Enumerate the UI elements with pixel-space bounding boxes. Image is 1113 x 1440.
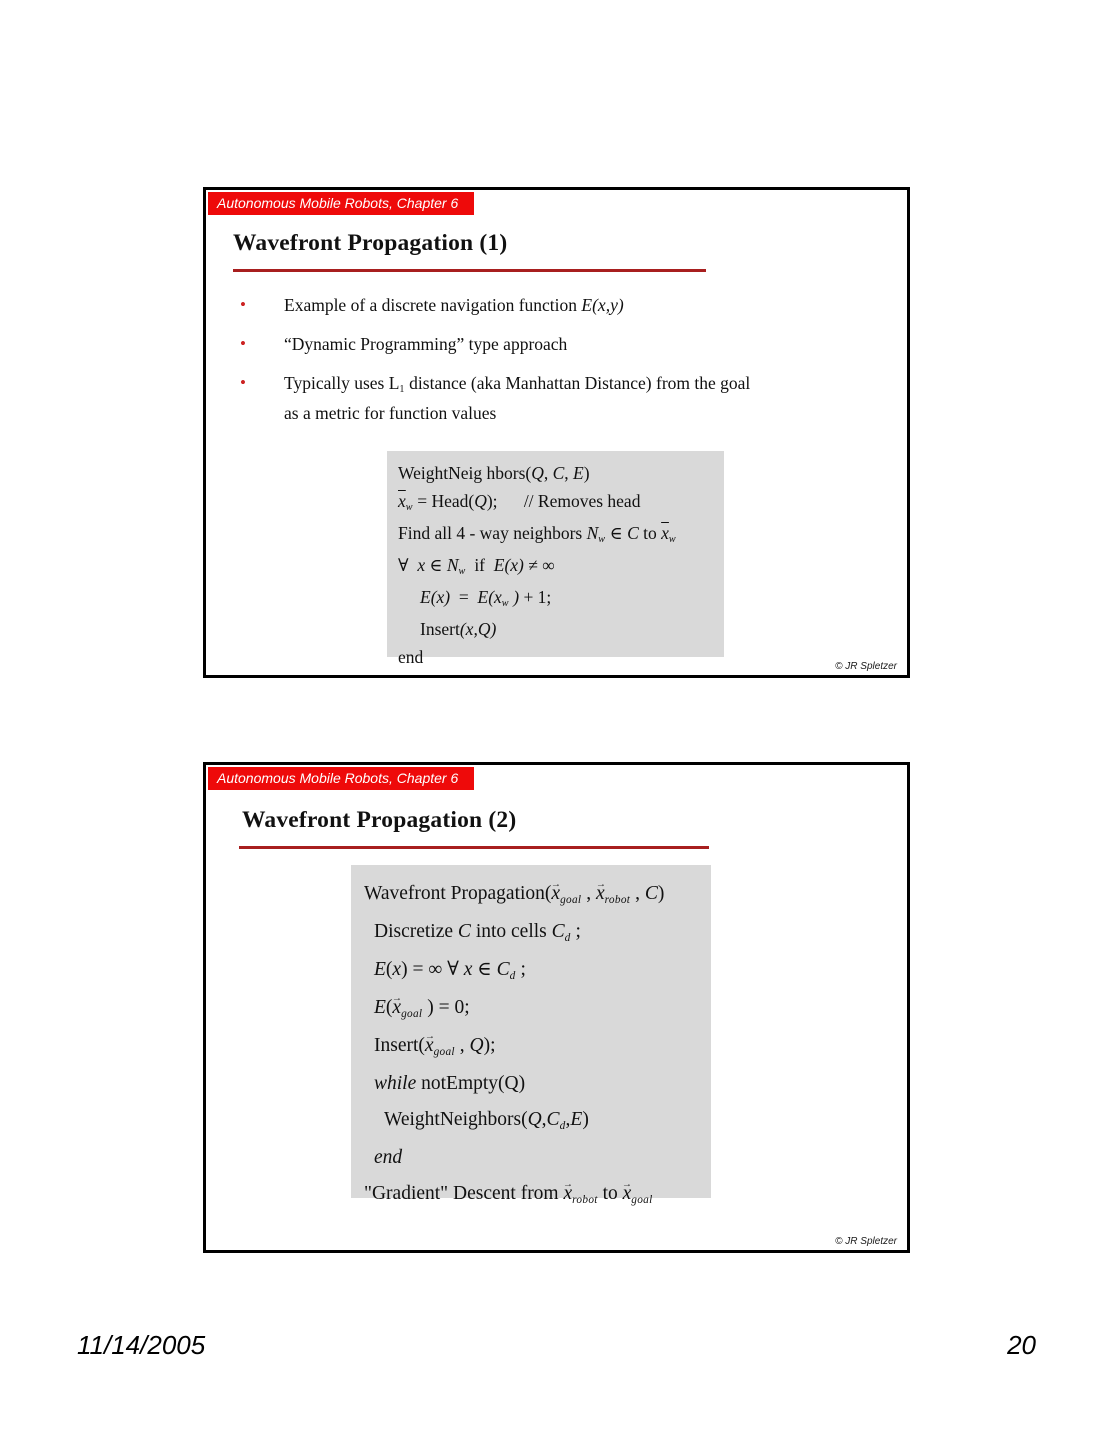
text-segment: ,	[630, 883, 645, 904]
text-segment: Find all 4 - way neighbors	[398, 523, 587, 543]
code-line	[364, 1140, 703, 1176]
text-segment: robot	[572, 1193, 598, 1206]
text-segment: w	[501, 598, 509, 610]
text-segment: ∈	[425, 555, 447, 575]
text-segment: )	[583, 463, 590, 483]
text-segment: d	[564, 931, 571, 944]
text-segment: E(x,y)	[581, 295, 624, 315]
code-line	[364, 952, 703, 990]
text-segment: ,	[541, 1109, 547, 1130]
slide-title: Wavefront Propagation (1)	[233, 230, 508, 256]
bullet-dot-icon: •	[240, 373, 246, 392]
code-line	[364, 990, 703, 1028]
text-segment: ;	[570, 921, 581, 942]
text-segment: );	[483, 1035, 496, 1056]
text-segment: ,	[454, 1035, 470, 1056]
text-segment: end	[398, 647, 424, 667]
text-segment: C	[551, 921, 565, 942]
copyright-note: © JR Spletzer	[835, 1236, 897, 1247]
text-segment: to	[597, 1183, 623, 1204]
text-segment: goal	[631, 1193, 653, 1206]
bullet-item	[240, 331, 885, 357]
text-segment: w	[598, 534, 606, 546]
text-segment: if	[465, 555, 494, 575]
text-segment: ∀	[398, 555, 418, 575]
text-segment: x	[392, 959, 402, 980]
code-line	[364, 1028, 703, 1066]
text-segment: distance (aka Manhattan Distance) from the goal as a metric for function values	[284, 373, 751, 423]
text-segment: x →	[392, 990, 401, 1026]
text-segment: x →	[425, 1028, 434, 1064]
text-segment: Example of a discrete navigation function	[284, 295, 582, 315]
text-segment: C	[546, 1109, 560, 1130]
text-segment: x →	[563, 1176, 572, 1212]
text-segment: goal	[401, 1007, 423, 1020]
text-segment: )	[582, 1109, 589, 1130]
text-segment: "Gradient" Descent from	[364, 1183, 564, 1204]
text-segment: E(x)	[493, 555, 524, 575]
chapter-banner: Autonomous Mobile Robots, Chapter 6	[208, 192, 474, 215]
text-segment: =	[450, 587, 478, 607]
text-segment: WeightNeighbors(	[384, 1109, 528, 1130]
text-segment: C	[496, 959, 510, 980]
text-segment: E	[570, 1109, 583, 1130]
text-segment: goal	[560, 893, 582, 906]
text-segment: Insert	[420, 619, 460, 639]
pseudocode-block	[351, 865, 711, 1206]
text-segment: Q	[469, 1035, 484, 1056]
text-segment: ,	[564, 463, 574, 483]
text-segment: E	[374, 997, 386, 1018]
text-segment: (	[385, 959, 393, 980]
slide-frame-2	[203, 762, 910, 1253]
bullet-item	[240, 292, 885, 318]
footer-date: 11/14/2005	[77, 1330, 206, 1360]
pseudocode-block	[387, 451, 724, 667]
text-segment: while	[374, 1073, 417, 1094]
text-segment: (	[385, 997, 393, 1018]
text-segment: Q	[531, 463, 544, 483]
text-segment: x	[417, 555, 426, 575]
code-line	[398, 519, 716, 551]
code-line	[398, 583, 716, 615]
text-segment: ≠ ∞	[523, 555, 555, 575]
chapter-banner: Autonomous Mobile Robots, Chapter 6	[208, 767, 474, 790]
text-segment: ,	[543, 463, 553, 483]
text-segment: d	[509, 969, 516, 982]
title-underline	[239, 846, 709, 849]
bullet-text	[284, 331, 567, 357]
text-segment: notEmpty(Q)	[416, 1073, 526, 1094]
text-segment: 1	[399, 384, 405, 396]
text-segment: ,	[565, 1109, 571, 1130]
text-segment: Discretize	[374, 921, 458, 942]
bullet-list	[240, 292, 885, 439]
text-segment: Q	[474, 491, 487, 511]
text-segment: w	[405, 502, 413, 514]
text-segment: Insert(	[374, 1035, 425, 1056]
text-segment: x →	[596, 876, 605, 912]
bullet-text	[284, 370, 750, 426]
text-segment: )	[508, 587, 520, 607]
text-segment: E(x)	[420, 587, 451, 607]
text-segment: WeightNeig hbors(	[398, 463, 532, 483]
text-segment: + 1;	[519, 587, 552, 607]
text-segment: );	[486, 491, 498, 511]
code-line	[364, 914, 703, 952]
text-segment: goal	[433, 1045, 455, 1058]
text-segment: Q	[527, 1109, 542, 1130]
text-segment: Wavefront Propagation(	[364, 883, 552, 904]
text-segment: ∈	[605, 523, 628, 543]
text-segment: // Removes head	[497, 491, 641, 511]
text-segment: ) = ∞ ∀	[401, 959, 464, 980]
text-segment: x	[463, 959, 473, 980]
bullet-dot-icon: •	[240, 295, 246, 314]
text-segment: d	[559, 1119, 566, 1132]
title-underline	[233, 269, 706, 272]
bullet-dot-icon: •	[240, 334, 246, 353]
text-segment: C	[457, 921, 471, 942]
text-segment: to	[638, 523, 662, 543]
text-segment: C	[644, 883, 658, 904]
code-line	[364, 1102, 703, 1140]
text-segment: x →	[551, 876, 560, 912]
text-segment: E	[374, 959, 386, 980]
text-segment: C	[627, 523, 639, 543]
text-segment: ) = 0;	[422, 997, 470, 1018]
text-segment: $\overline{x}$	[398, 491, 406, 511]
text-segment: N	[586, 523, 599, 543]
text-segment: ,	[581, 883, 596, 904]
text-segment: ;	[515, 959, 526, 980]
bullet-text	[284, 292, 624, 318]
code-line	[398, 643, 716, 671]
text-segment: (x,Q)	[459, 619, 497, 639]
text-segment: C	[552, 463, 565, 483]
code-line	[364, 876, 703, 914]
code-line	[398, 487, 716, 519]
text-segment: x →	[623, 1176, 632, 1212]
code-line	[398, 551, 716, 583]
text-segment: $\overline{x}$	[661, 523, 669, 543]
code-line	[364, 1176, 703, 1214]
text-segment: Typically uses L	[284, 373, 400, 393]
slide-title: Wavefront Propagation (2)	[242, 807, 517, 833]
text-segment: = Head(	[412, 491, 475, 511]
code-line	[364, 1066, 703, 1102]
text-segment: ∈	[472, 959, 497, 980]
code-line	[398, 615, 716, 643]
text-segment: E	[573, 463, 584, 483]
text-segment: “Dynamic Programming” type approach	[284, 334, 568, 354]
text-segment: into cells	[470, 921, 552, 942]
text-segment: end	[374, 1147, 403, 1168]
text-segment: E(x	[477, 587, 502, 607]
footer-page-number: 20	[1007, 1330, 1036, 1360]
slide-frame-1	[203, 187, 910, 678]
text-segment: N	[446, 555, 459, 575]
text-segment: w	[668, 534, 676, 546]
text-segment: w	[458, 566, 466, 578]
code-line	[398, 459, 716, 487]
text-segment: robot	[604, 893, 631, 906]
bullet-item	[240, 370, 885, 426]
text-segment: )	[657, 883, 665, 904]
copyright-note: © JR Spletzer	[835, 661, 897, 672]
